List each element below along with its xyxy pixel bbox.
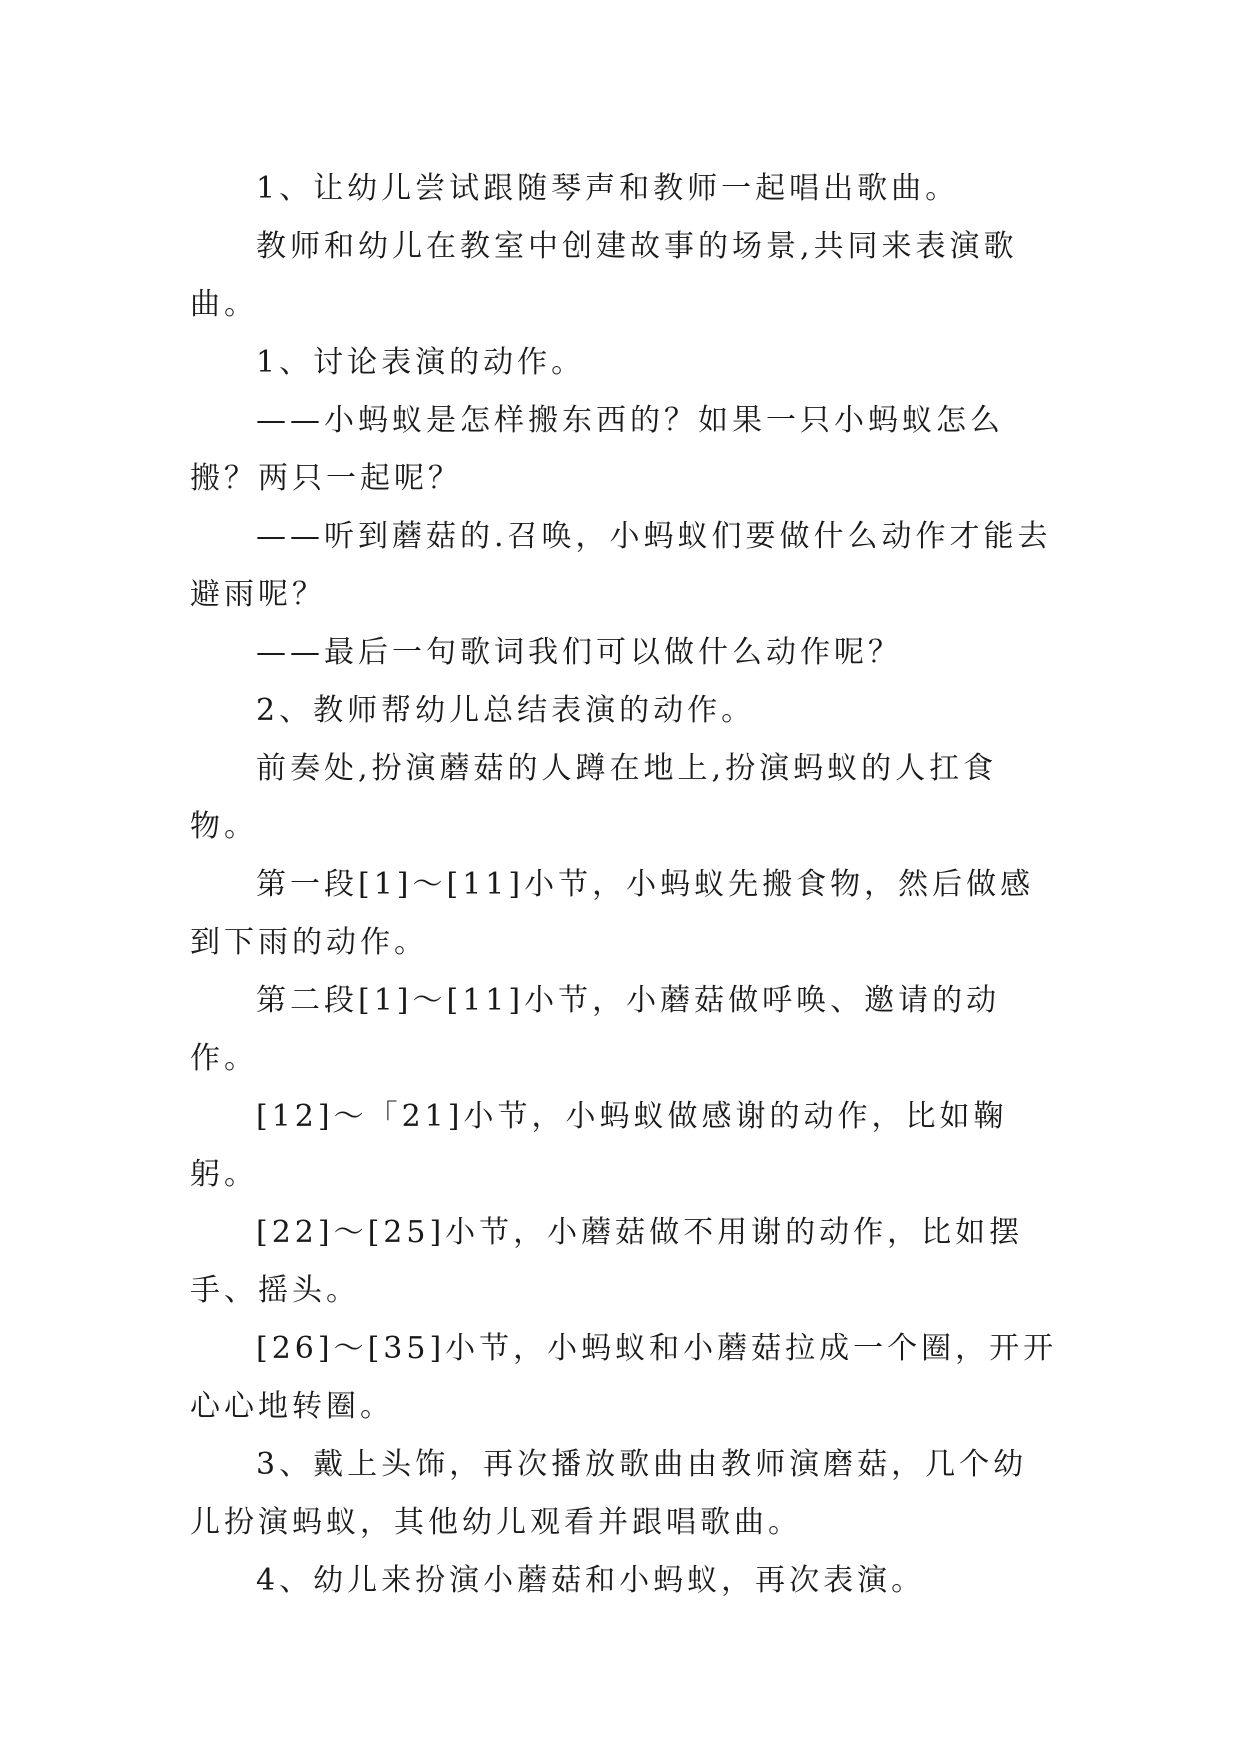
paragraph: 教师和幼儿在教室中创建故事的场景,共同来表演歌曲。 [190, 229, 1018, 322]
paragraph: 2、教师帮幼儿总结表演的动作。 [256, 693, 756, 728]
paragraph: ——听到蘑菇的.召唤，小蚂蚁们要做什么动作才能去避雨呢？ [190, 519, 1052, 612]
paragraph: 1、让幼儿尝试跟随琴声和教师一起唱出歌曲。 [256, 171, 960, 206]
paragraph: 第二段[1]～[11]小节，小蘑菇做呼唤、邀请的动作。 [190, 983, 1001, 1076]
paragraph: ——最后一句歌词我们可以做什么动作呢？ [256, 635, 902, 670]
paragraph: ——小蚂蚁是怎样搬东西的？如果一只小蚂蚁怎么搬？两只一起呢？ [190, 403, 1004, 496]
paragraph: 1、讨论表演的动作。 [256, 345, 586, 380]
paragraph: [22]～[25]小节，小蘑菇做不用谢的动作，比如摆手、摇头。 [190, 1215, 1024, 1308]
paragraph: 4、幼儿来扮演小蘑菇和小蚂蚁，再次表演。 [256, 1563, 926, 1598]
paragraph: 3、戴上头饰，再次播放歌曲由教师演磨菇，几个幼儿扮演蚂蚁，其他幼儿观看并跟唱歌曲。 [190, 1447, 1028, 1540]
paragraph: 第一段[1]～[11]小节，小蚂蚁先搬食物，然后做感到下雨的动作。 [190, 867, 1035, 960]
paragraph: [12]～「21]小节，小蚂蚁做感谢的动作，比如鞠躬。 [190, 1099, 1008, 1192]
paragraph: 前奏处,扮演蘑菇的人蹲在地上,扮演蚂蚁的人扛食物。 [190, 751, 998, 844]
document-body [190, 160, 1060, 1610]
paragraph: [26]～[35]小节，小蚂蚁和小蘑菇拉成一个圈，开开心心地转圈。 [190, 1331, 1058, 1424]
